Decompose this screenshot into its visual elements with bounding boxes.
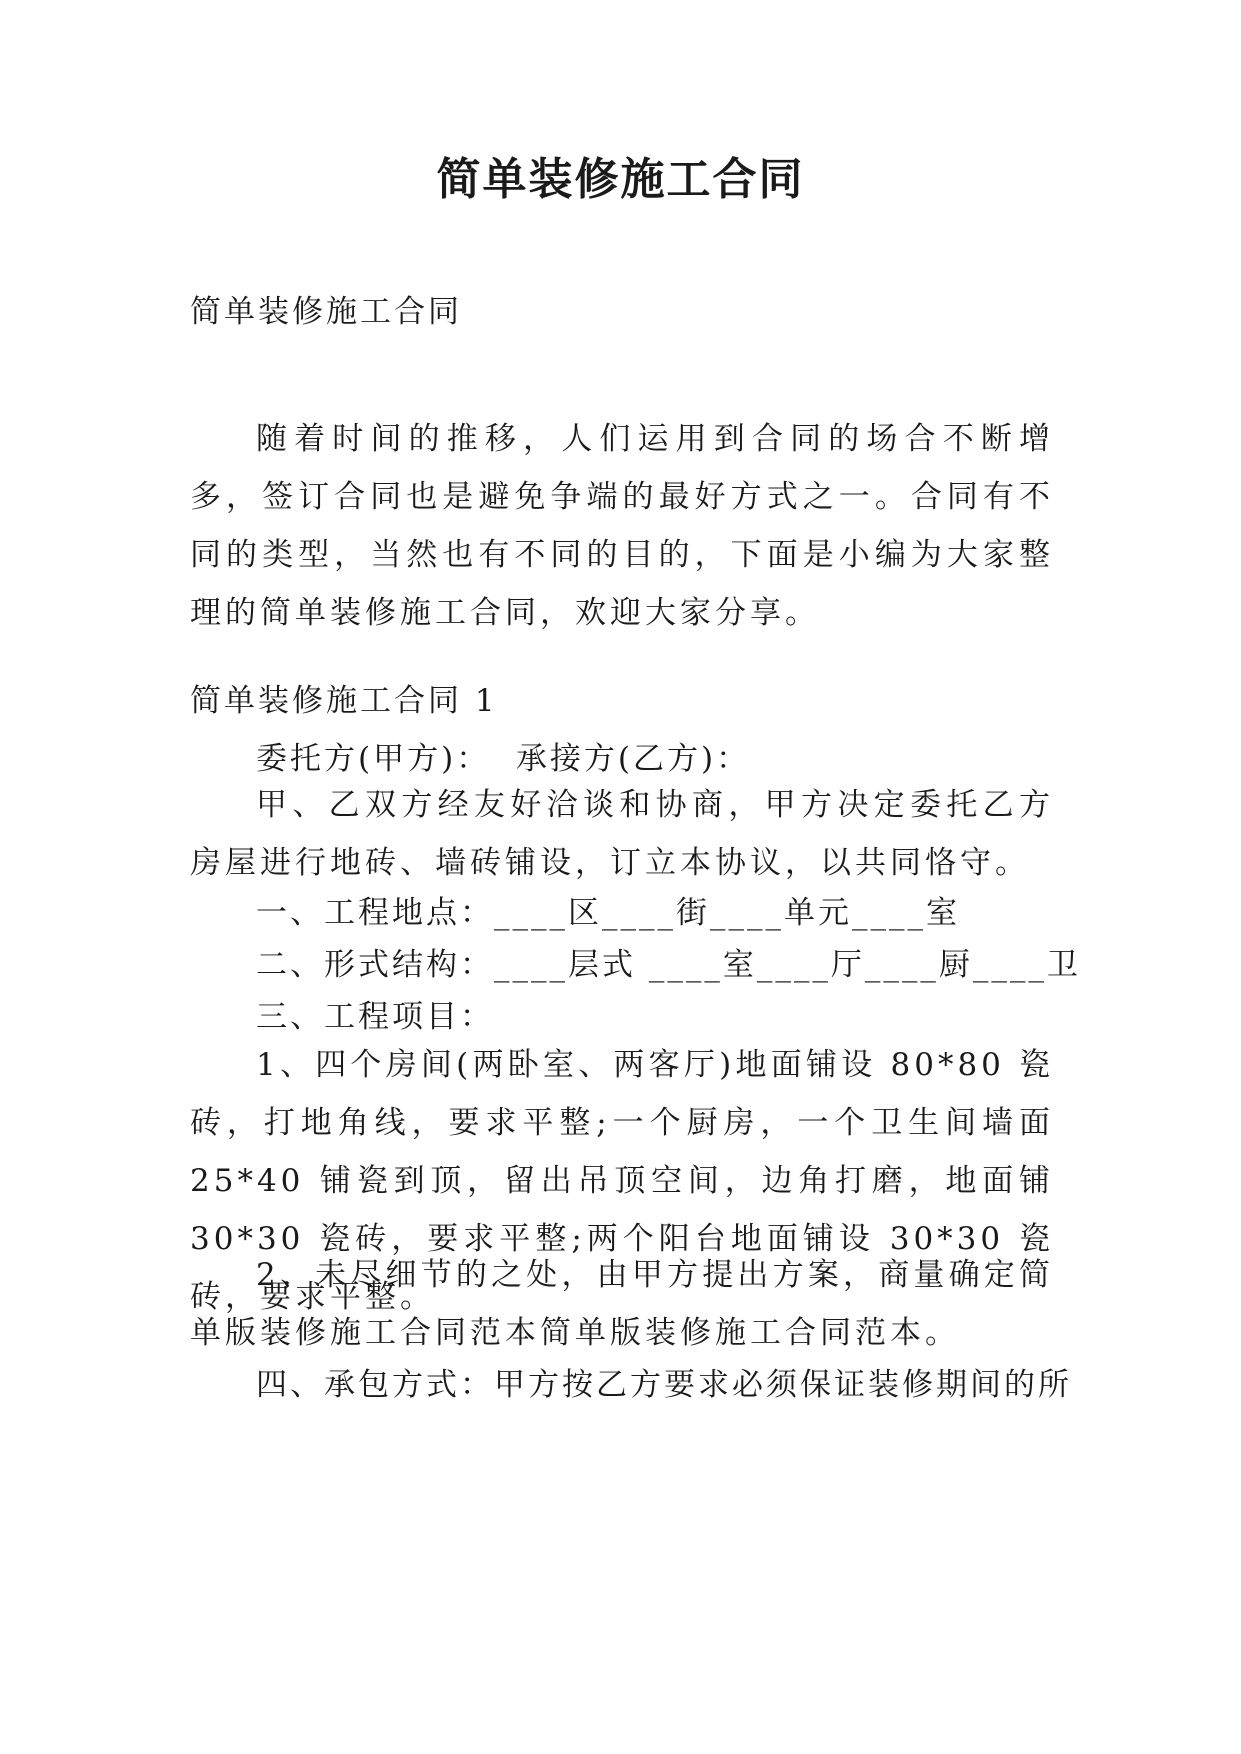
project-item-2: 2、未尽细节的之处，由甲方提出方案，商量确定简单版装修施工合同范本简单版装修施工合同范本。 [190, 1257, 1054, 1351]
section-heading: 简单装修施工合同 1 [190, 683, 498, 719]
agreement-paragraph: 甲、乙双方经友好洽谈和协商，甲方决定委托乙方房屋进行地砖、墙砖铺设，订立本协议，以共同恪守。 [190, 787, 1054, 881]
parties-line: 委托方(甲方)： 承接方(乙方)： [256, 741, 751, 777]
document-title: 简单装修施工合同 [436, 154, 805, 205]
document-subtitle: 简单装修施工合同 [190, 294, 462, 330]
project-item-1: 1、四个房间(两卧室、两客厅)地面铺设 80*80 瓷砖，打地角线，要求平整;一个厨房，一个卫生间墙面 25*40 铺瓷到顶，留出吊顶空间，边角打磨，地面铺 30*30 瓷砖，要求平整;两个阳台地面铺设 30*30 瓷砖，要求平整。 [190, 1047, 1054, 1315]
item-contract: 四、承包方式：甲方按乙方要求必须保证装修期间的所 [256, 1367, 1072, 1403]
item-project: 三、工程项目： [256, 999, 494, 1035]
item-structure: 二、形式结构：____层式 ____室____厅____厨____卫 [256, 947, 1081, 983]
item-location: 一、工程地点：____区____街____单元____室 [256, 895, 960, 931]
intro-paragraph: 随着时间的推移，人们运用到合同的场合不断增多，签订合同也是避免争端的最好方式之一。合同有不同的类型，当然也有不同的目的，下面是小编为大家整理的简单装修施工合同，欢迎大家分享。 [190, 421, 1054, 631]
